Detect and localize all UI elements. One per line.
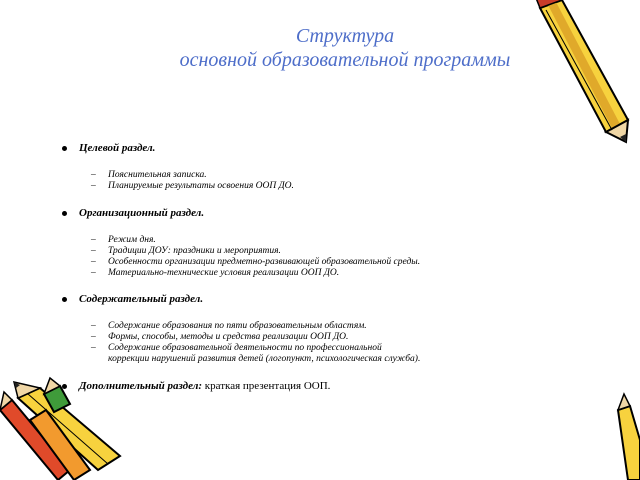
section-target [62,141,582,192]
dash-icon: – [91,343,96,353]
dash-icon: – [91,170,96,180]
section-content [62,292,582,365]
section-heading: Дополнительный раздел: краткая презентация ООП. [79,380,331,392]
section-items [62,170,582,192]
dash-icon: – [91,246,96,256]
bullet-icon [62,297,67,302]
dash-icon: – [91,321,96,331]
dash-icon: – [91,268,96,278]
bullet-icon [62,384,67,389]
section-heading-rest: краткая презентация ООП. [202,380,331,392]
section-heading: Целевой раздел. [79,142,156,154]
list-item: – Планируемые результаты освоения ООП ДО. [91,181,294,191]
dash-icon: – [91,257,96,267]
list-item: – Материально-технические условия реализации ООП ДО. [91,268,340,278]
list-item: – Формы, способы, методы и средства реализации ООП ДО. [91,332,349,342]
slide-title [90,24,600,72]
list-item: – Содержание образования по пяти образовательным областям. [91,321,367,331]
list-item: – Пояснительная записка. [91,170,207,180]
list-item: – Содержание образовательной деятельности по профессиональной коррекции нарушений развития детей (логопункт, психологическая служба). [91,343,582,365]
dash-icon: – [91,235,96,245]
section-organizational [62,206,582,279]
bullet-icon [62,146,67,151]
dash-icon: – [91,332,96,342]
title-line-2: основной образовательной программы [179,49,511,71]
list-item: – Традиции ДОУ: праздники и мероприятия. [91,246,281,256]
pencil-bottom-right-icon [618,394,640,480]
dash-icon: – [91,181,96,191]
section-heading: Содержательный раздел. [79,293,204,305]
program-structure-list [62,141,582,393]
list-item: – Особенности организации предметно-развивающей образовательной среды. [91,257,421,267]
pencils-bottom-left-icon [0,378,120,480]
list-item: – Режим дня. [91,235,156,245]
title-line-1: Структура [295,25,395,47]
section-heading: Организационный раздел. [79,207,205,219]
section-items [62,321,582,365]
bullet-icon [62,211,67,216]
section-items [62,235,582,279]
list-item-continuation: коррекции нарушений развития детей (логопункт, психологическая служба). [108,354,421,364]
section-additional [62,379,582,393]
